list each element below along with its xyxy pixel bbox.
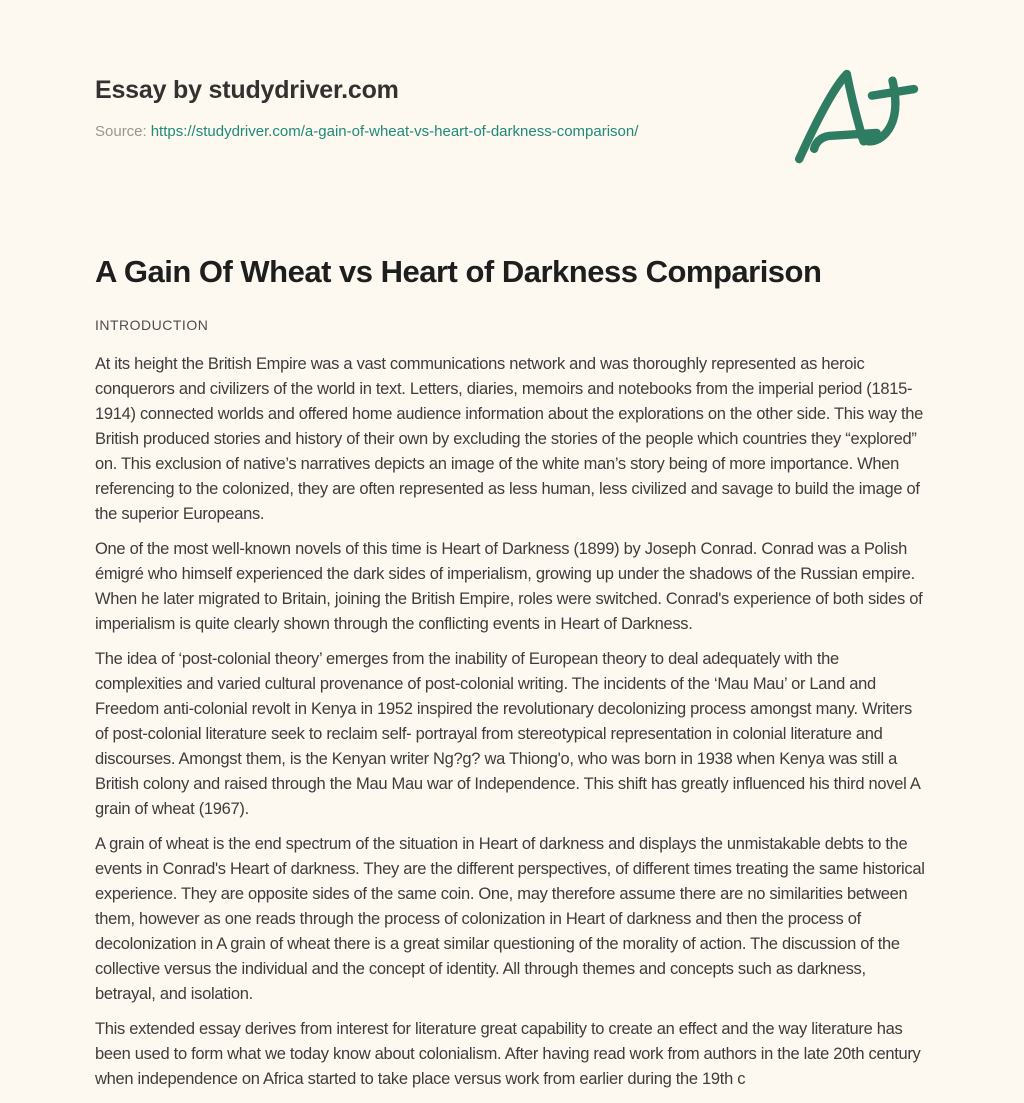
essay-paragraph: The idea of ‘post-colonial theory’ emerges from the inability of European theory to deal adequately with the complexities and varied cultural provenance of post-colonial writing. The incidents of the ‘Mau Mau’ or Land and Freedom anti-colonial revolt in Kenya in 1952 inspired the revolutionary decolonizing process amongst many. Writers of post-colonial literature seek to reclaim self- portrayal from stereotypical representation in colonial literature and discourses. Amongst them, is the Kenyan writer Ng?g? wa Thiong'o, who was born in 1938 when Kenya was still a British colony and raised through the Mau Mau war of Independence. This shift has greatly influenced his third novel A grain of wheat (1967). <box>95 650 920 818</box>
header-left <box>95 70 638 142</box>
source-link[interactable]: https://studydriver.com/a-gain-of-wheat-vs-heart-of-darkness-comparison/ <box>150 123 639 140</box>
page-header <box>95 0 928 174</box>
essay-paragraph: One of the most well-known novels of this time is Heart of Darkness (1899) by Joseph Conrad. Conrad was a Polish émigré who himself experienced the dark sides of imperialism, growing up under the shadows of the Russian empire. When he later migrated to Britain, joining the British Empire, roles were switched. Conrad's experience of both sides of imperialism is quite clearly shown through the conflicting events in Heart of Darkness. <box>95 540 923 633</box>
source-line <box>95 122 638 142</box>
essay-paragraph: This extended essay derives from interest for literature great capability to create an effect and the way literature has been used to form what we today know about colonialism. After having read work from authors in the late 20th century when independence on Africa started to take place versus work from earlier during the 19th c <box>95 1020 921 1088</box>
essay-paragraph: At its height the British Empire was a vast communications network and was thoroughly represented as heroic conquerors and civilizers of the world in text. Letters, diaries, memoirs and notebooks from the imperial period (1815-1914) connected worlds and offered home audience information about the explorations on the other side. This way the British produced stories and history of their own by excluding the stories of the people which countries they “explored” on. This exclusion of native’s narratives depicts an image of the white man’s story being of more importance. When referencing to the colonized, they are often represented as less human, less civilized and savage to build the image of the superior Europeans. <box>95 355 924 523</box>
brand-title: Essay by studydriver.com <box>95 76 399 104</box>
essay-title: A Gain Of Wheat vs Heart of Darkness Comparison <box>95 254 822 289</box>
section-heading-introduction: INTRODUCTION <box>95 317 209 333</box>
essay-paragraph: A grain of wheat is the end spectrum of the situation in Heart of darkness and displays the unmistakable debts to the events in Conrad's Heart of darkness. They are the different perspectives, of different times treating the same historical experience. They are opposite sides of the same coin. One, may therefore assume there are no similarities between them, however as one reads through the process of colonization in Heart of darkness and then the process of decolonization in A grain of wheat there is a great similar questioning of the morality of action. The discussion of the collective versus the individual and the concept of identity. All through themes and concepts such as darkness, betrayal, and isolation. <box>95 835 925 1003</box>
essay-body <box>95 352 928 1092</box>
source-label: Source: <box>95 123 147 140</box>
a-plus-logo-icon <box>788 62 928 174</box>
